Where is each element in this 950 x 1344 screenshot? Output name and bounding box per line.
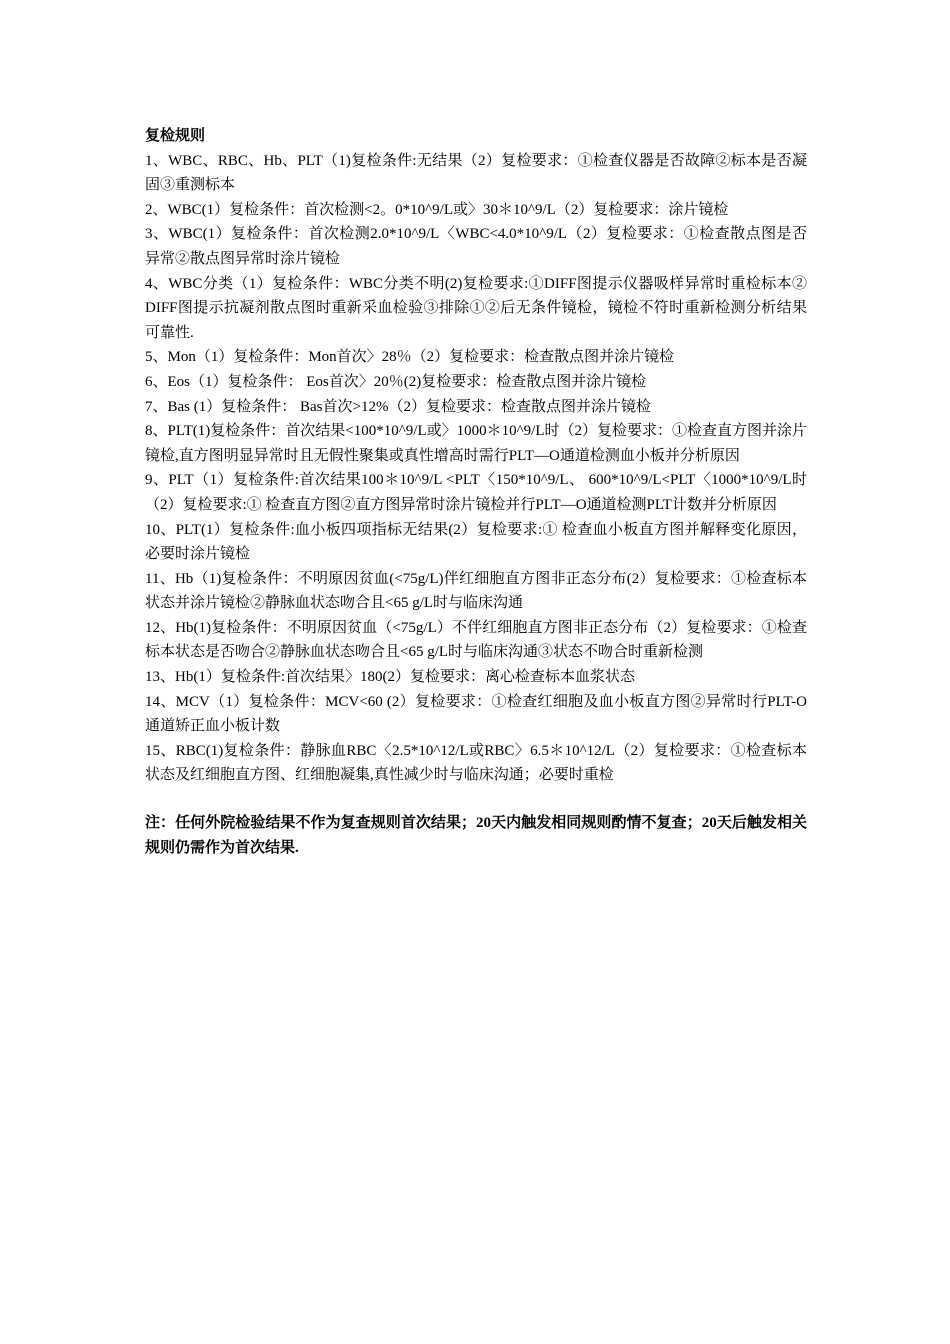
rule-item: 15、RBC(1)复检条件：静脉血RBC〈2.5*10^12/L或RBC〉6.5＊10^12/L（2）复检要求：①检查标本状态及红细胞直方图、红细胞凝集,真性减少时与临床沟通；必要时重检 [145,742,807,784]
document-body [145,124,807,875]
rule-item: 1、WBC、RBC、Hb、PLT（1)复检条件:无结果（2）复检要求：①检查仪器是否故障②标本是否凝固③重测标本 [145,152,807,194]
rule-item: 13、Hb(1）复检条件:首次结果〉180(2）复检要求：离心检查标本血浆状态 [145,669,635,686]
rule-item: 10、PLT(1）复检条件:血小板四项指标无结果(2）复检要求:① 检查血小板直方图并解释变化原因，必要时涂片镜检 [145,521,807,563]
rule-item: 7、Bas (1）复检条件： Bas首次>12%（2）复检要求：检查散点图并涂片镜检 [145,398,651,415]
rule-item: 12、Hb(1)复检条件：不明原因贫血（<75g/L）不伴红细胞直方图非正态分布（2）复检要求：①检查标本状态是否吻合②静脉血状态吻合且<65 g/L时与临床沟通③状态不吻合时重新检测 [145,619,807,661]
rule-item: 5、Mon（1）复检条件：Mon首次〉28％（2）复检要求：检查散点图并涂片镜检 [145,349,675,366]
rule-item: 6、Eos（1）复检条件： Eos首次〉20％(2)复检要求：检查散点图并涂片镜检 [145,373,647,390]
rule-item: 3、WBC(1）复检条件：首次检测2.0*10^9/L〈WBC<4.0*10^9/L（2）复检要求：①检查散点图是否异常②散点图异常时涂片镜检 [145,226,807,267]
rule-item: 9、PLT（1）复检条件:首次结果100＊10^9/L <PLT〈150*10^9/L、 600*10^9/L<PLT〈1000*10^9/L时（2）复检要求:① 检查直方图②直方图异常时涂片镜检并行PLT—O通道检测PLT计数并分析原因 [145,472,807,513]
rule-item: 4、WBC分类（1）复检条件：WBC分类不明(2)复检要求:①DIFF图提示仪器吸样异常时重检标本② DIFF图提示抗凝剂散点图时重新采血检验③排除①②后无条件镜检，镜检不符时重新检测分析结果可靠性. [145,275,807,341]
rule-item: 14、MCV（1）复检条件：MCV<60 (2）复检要求：①检查红细胞及血小板直方图②异常时行PLT-O通道矫正血小板计数 [145,693,807,735]
document-note: 注：任何外院检验结果不作为复查规则首次结果；20天内触发相同规则酌情不复查；20天后触发相关规则仍需作为首次结果. [145,815,807,856]
document-title: 复检规则 [145,128,206,144]
rule-item: 8、PLT(1)复检条件：首次结果<100*10^9/L或〉1000＊10^9/L时（2）复检要求：①检查直方图并涂片镜检,直方图明显异常时且无假性聚集或真性增高时需行PLT—O通道检测血小板并分析原因 [145,423,807,464]
rule-item: 11、Hb（1)复检条件：不明原因贫血(<75g/L)伴红细胞直方图非正态分布(2）复检要求：①检查标本状态并涂片镜检②静脉血状态吻合且<65 g/L时与临床沟通 [145,570,807,612]
rule-item: 2、WBC(1）复检条件：首次检测<2。0*10^9/L或〉30＊10^9/L（2）复检要求：涂片镜检 [145,201,729,218]
